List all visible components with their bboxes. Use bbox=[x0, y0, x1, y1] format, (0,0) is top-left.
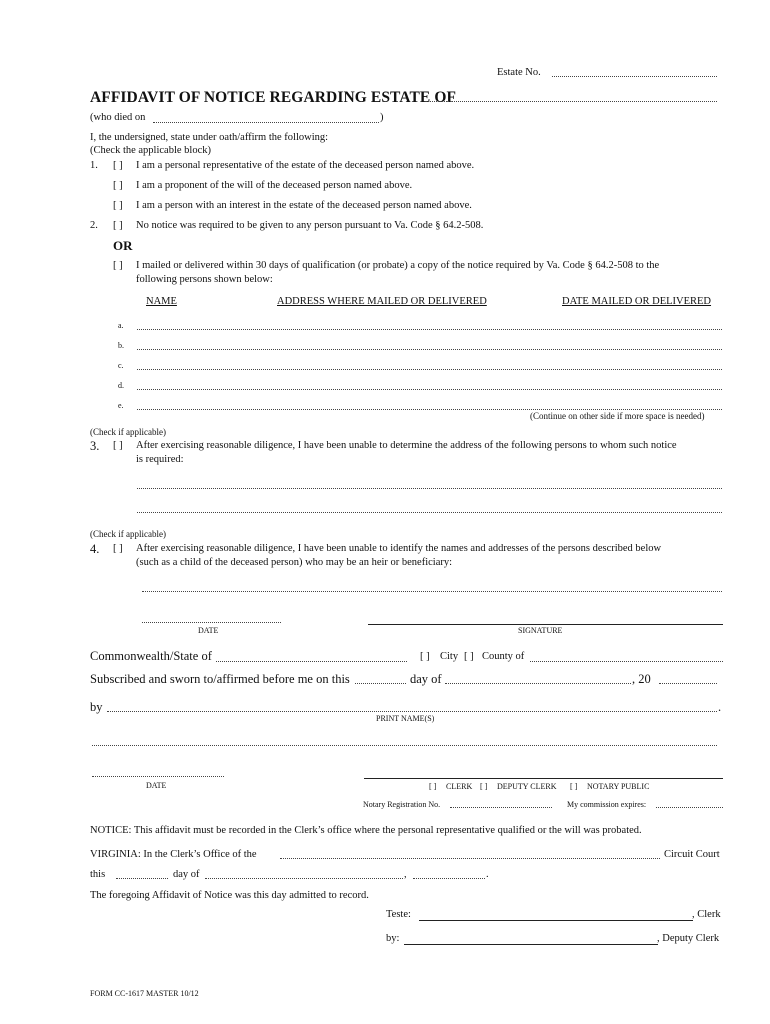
decedent-name-field[interactable] bbox=[425, 101, 717, 102]
estate-no-field[interactable] bbox=[552, 76, 717, 77]
admitted-text: The foregoing Affidavit of Notice was this day admitted to record. bbox=[90, 890, 369, 901]
col-header-address: ADDRESS WHERE MAILED OR DELIVERED bbox=[277, 296, 487, 307]
item1-option2-label: I am a proponent of the will of the deceased person named above. bbox=[136, 180, 413, 191]
notary-public-label: NOTARY PUBLIC bbox=[587, 782, 650, 791]
item4-line2: (such as a child of the deceased person) who may be an heir or beneficiary: bbox=[136, 557, 453, 568]
item4-number: 4. bbox=[90, 542, 100, 556]
clerk-date-label: DATE bbox=[146, 781, 167, 790]
circuit-court-label: Circuit Court bbox=[664, 849, 720, 860]
row-letter-c: c. bbox=[118, 361, 124, 370]
by-period: . bbox=[718, 700, 722, 714]
signature-label: SIGNATURE bbox=[518, 626, 563, 635]
signature-date-field[interactable] bbox=[142, 622, 281, 623]
row-letter-d: d. bbox=[118, 381, 124, 390]
year-prefix: , 20 bbox=[632, 672, 651, 686]
item1-option1-label: I am a personal representative of the estate of the deceased person named above. bbox=[136, 160, 475, 171]
this-label: this bbox=[90, 869, 106, 880]
subscribed-label: Subscribed and sworn to/affirmed before me on this bbox=[90, 672, 350, 686]
item4-checkbox[interactable]: [ ] bbox=[113, 543, 123, 554]
item3-line2: is required: bbox=[136, 454, 184, 465]
continue-note: (Continue on other side if more space is needed) bbox=[530, 411, 705, 421]
notice-row-a-field[interactable] bbox=[137, 329, 722, 330]
item4-check-if-applicable: (Check if applicable) bbox=[90, 529, 166, 539]
teste-label: Teste: bbox=[386, 909, 411, 920]
death-date-field[interactable] bbox=[153, 122, 379, 123]
intro-line: I, the undersigned, state under oath/affirm the following: bbox=[90, 132, 329, 143]
who-died-label: (who died on bbox=[90, 112, 146, 123]
record-period: . bbox=[486, 869, 489, 880]
commission-field[interactable] bbox=[656, 807, 723, 808]
record-month-field[interactable] bbox=[205, 878, 403, 879]
deputy-clerk-label: DEPUTY CLERK bbox=[497, 782, 557, 791]
row-letter-e: e. bbox=[118, 401, 124, 410]
signature-date-label: DATE bbox=[198, 626, 219, 635]
notice-row-d-field[interactable] bbox=[137, 389, 722, 390]
record-comma: , bbox=[404, 869, 407, 880]
record-year-field[interactable] bbox=[413, 878, 485, 879]
item3-line1: After exercising reasonable diligence, I have been unable to determine the address of the following persons to whom such notice bbox=[136, 440, 677, 451]
day-of-label: day of bbox=[410, 672, 442, 686]
estate-no-label: Estate No. bbox=[497, 67, 541, 78]
item3-field-2[interactable] bbox=[137, 512, 722, 513]
commission-label: My commission expires: bbox=[567, 800, 647, 809]
teste-clerk-field[interactable] bbox=[419, 920, 693, 921]
subscribed-year-field[interactable] bbox=[659, 683, 717, 684]
row-letter-b: b. bbox=[118, 341, 124, 350]
signature-field[interactable] bbox=[368, 624, 723, 625]
by-label: by bbox=[90, 700, 103, 714]
check-block-note: (Check the applicable block) bbox=[90, 145, 211, 156]
item1-option1-checkbox[interactable]: [ ] bbox=[113, 160, 123, 171]
record-day-field[interactable] bbox=[116, 878, 168, 879]
item2-mailed-checkbox[interactable]: [ ] bbox=[113, 260, 123, 271]
item1-option2-checkbox[interactable]: [ ] bbox=[113, 180, 123, 191]
court-name-field[interactable] bbox=[280, 858, 660, 859]
clerk-date-field[interactable] bbox=[92, 776, 224, 777]
item2-no-notice-checkbox[interactable]: [ ] bbox=[113, 220, 123, 231]
by-colon-label: by: bbox=[386, 933, 400, 944]
city-checkbox[interactable]: [ ] bbox=[420, 651, 430, 662]
item2-no-notice-label: No notice was required to be given to any person pursuant to Va. Code § 64.2-508. bbox=[136, 220, 484, 231]
item4-line1: After exercising reasonable diligence, I have been unable to identify the names and addresses of the persons described below bbox=[136, 543, 662, 554]
commonwealth-field[interactable] bbox=[216, 661, 407, 662]
item1-option3-label: I am a person with an interest in the estate of the deceased person named above. bbox=[136, 200, 472, 211]
row-letter-a: a. bbox=[118, 321, 124, 330]
item3-check-if-applicable: (Check if applicable) bbox=[90, 427, 166, 437]
item3-number: 3. bbox=[90, 439, 100, 453]
county-checkbox[interactable]: [ ] bbox=[464, 651, 474, 662]
subscribed-month-field[interactable] bbox=[445, 683, 631, 684]
item1-number: 1. bbox=[90, 160, 98, 171]
who-died-close: ) bbox=[380, 112, 384, 123]
by-name-field[interactable] bbox=[107, 711, 717, 712]
notice-row-b-field[interactable] bbox=[137, 349, 722, 350]
print-names-field[interactable] bbox=[92, 745, 717, 746]
record-day-of-label: day of bbox=[173, 869, 200, 880]
county-field[interactable] bbox=[530, 661, 723, 662]
form-title: AFFIDAVIT OF NOTICE REGARDING ESTATE OF bbox=[90, 89, 457, 106]
notice-row-e-field[interactable] bbox=[137, 409, 722, 410]
or-label: OR bbox=[113, 238, 133, 253]
item2-mailed-line2: following persons shown below: bbox=[136, 274, 273, 285]
deputy-clerk-checkbox[interactable]: [ ] bbox=[480, 782, 488, 791]
notary-reg-field[interactable] bbox=[450, 807, 552, 808]
commonwealth-label: Commonwealth/State of bbox=[90, 649, 212, 663]
col-header-name: NAME bbox=[146, 296, 177, 307]
clerk-suffix: , Clerk bbox=[692, 909, 721, 920]
item2-mailed-line1: I mailed or delivered within 30 days of qualification (or probate) a copy of the notice required by Va. Code § 64.2-508 to the bbox=[136, 260, 660, 271]
item1-option3-checkbox[interactable]: [ ] bbox=[113, 200, 123, 211]
county-label: County of bbox=[482, 651, 525, 662]
notary-public-checkbox[interactable]: [ ] bbox=[570, 782, 578, 791]
print-names-label: PRINT NAME(S) bbox=[376, 714, 435, 723]
deputy-clerk-suffix: , Deputy Clerk bbox=[657, 933, 720, 944]
notice-row-c-field[interactable] bbox=[137, 369, 722, 370]
notary-reg-label: Notary Registration No. bbox=[363, 800, 441, 809]
item4-field-1[interactable] bbox=[142, 591, 722, 592]
item3-checkbox[interactable]: [ ] bbox=[113, 440, 123, 451]
clerk-label: CLERK bbox=[446, 782, 473, 791]
form-number: FORM CC-1617 MASTER 10/12 bbox=[90, 989, 199, 998]
notice-text: NOTICE: This affidavit must be recorded in the Clerk’s office where the personal representative qualified or the will was probated. bbox=[90, 825, 642, 836]
officer-signature-field[interactable] bbox=[364, 778, 723, 779]
deputy-clerk-field[interactable] bbox=[404, 944, 658, 945]
item2-number: 2. bbox=[90, 220, 98, 231]
city-label: City bbox=[440, 651, 459, 662]
col-header-date: DATE MAILED OR DELIVERED bbox=[562, 296, 712, 307]
clerk-checkbox[interactable]: [ ] bbox=[429, 782, 437, 791]
subscribed-day-field[interactable] bbox=[355, 683, 406, 684]
item3-field-1[interactable] bbox=[137, 488, 722, 489]
virginia-label: VIRGINIA: In the Clerk’s Office of the bbox=[90, 849, 257, 860]
